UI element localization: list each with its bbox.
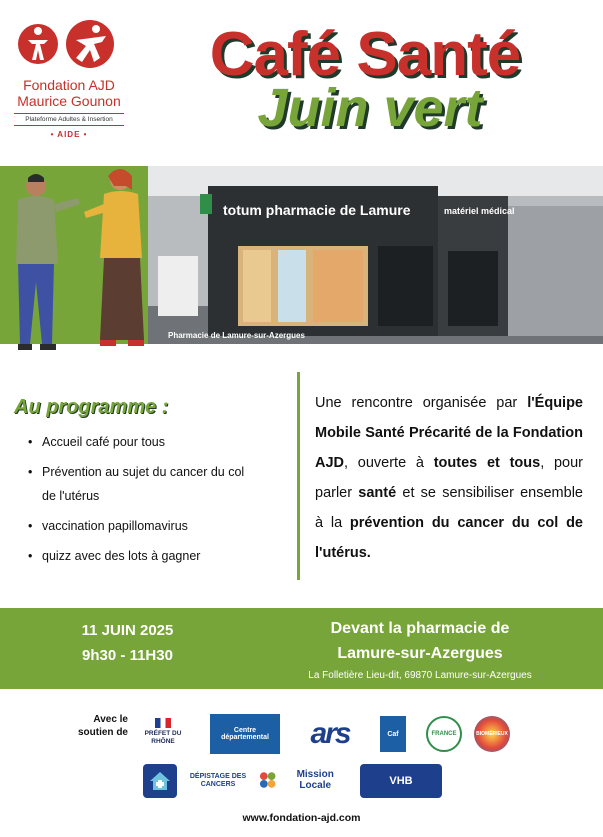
ars-logo-text: ars [310,717,350,750]
house-icon [149,770,171,792]
org-name-line2: Maurice Gounon [17,93,121,109]
biomerieux-logo [474,716,510,752]
depistage-logo [186,764,250,798]
program-heading: Au programme : [14,396,169,418]
intro-text: et se sensibiliser ensemble à la [315,485,583,531]
side-sign: matériel médical [444,206,515,216]
pharmacy-photo [148,166,603,344]
prefet-logo-text: PRÉFET DU RHÔNE [144,730,182,745]
event-place-line2: Lamure-sur-Azergues [337,645,503,662]
intro-text: , ouverte à [344,455,434,471]
page-title: Café Santé [209,20,521,89]
intro-text: Une rencontre organisée par [315,395,528,411]
program-item: • vaccination papillomavirus [28,514,288,538]
depistage-logo-text: DÉPISTAGE DES CANCERS [189,773,247,788]
support-label: Avec le soutien de [77,714,128,738]
org-tag: • AIDE • [50,130,88,139]
ars-logo [298,714,362,754]
people-illustration [0,164,160,364]
mission-locale-icon [258,770,277,790]
intro-highlight: prévention du cancer du col de l'utérus. [315,515,583,561]
france-logo-text: FRANCE [431,731,457,737]
event-time: 9h30 - 11H30 [82,647,173,664]
vhb-logo-text: VHB [389,775,413,787]
photo-caption: Pharmacie de Lamure-sur-Azergues [168,331,305,340]
mission-locale-logo [258,762,350,798]
event-date: 11 JUIN 2025 [81,622,174,639]
intro-paragraph [315,388,583,568]
fondation-logo-icon [14,18,118,72]
program-item: • quizz avec des lots à gagner [28,544,288,568]
store-sign: totum pharmacie de Lamure [223,202,411,218]
centre-logo-text: Centre départemental [221,727,269,741]
program-list [28,430,288,568]
event-place-line1: Devant la pharmacie de [330,620,510,637]
intro-text: , pour parler [315,455,583,501]
centre-departemental-logo [210,714,280,754]
prefet-logo [138,712,188,752]
vhb-logo [360,764,442,798]
vertical-divider [297,372,300,580]
intro-highlight: l'Équipe Mobile Santé Précarité de la Fondation AJD [315,395,583,471]
intro-highlight: toutes et tous [433,455,541,471]
org-subtitle: Plateforme Adultes & Insertion [14,113,124,126]
event-address: La Folletière Lieu-dit, 69870 Lamure-sur-Azergues [308,670,532,681]
caf-logo-text: Caf [387,730,399,738]
biomerieux-logo-text: BIOMÉRIEUX [476,731,508,737]
program-item-continued: de l'utérus [42,489,100,503]
program-item: • Prévention au sujet du cancer du col [28,460,288,484]
france-logo [426,716,462,752]
org-name-line1: Fondation AJD [23,77,115,93]
page-subtitle: Juin vert [257,78,483,138]
website-link[interactable]: www.fondation-ajd.com [242,812,361,824]
intro-highlight: santé [358,485,397,501]
caf-logo [380,716,406,752]
mission-locale-logo-text: Mission Locale [296,769,334,791]
program-item: • Accueil café pour tous [28,430,288,454]
home-health-logo [143,764,177,798]
